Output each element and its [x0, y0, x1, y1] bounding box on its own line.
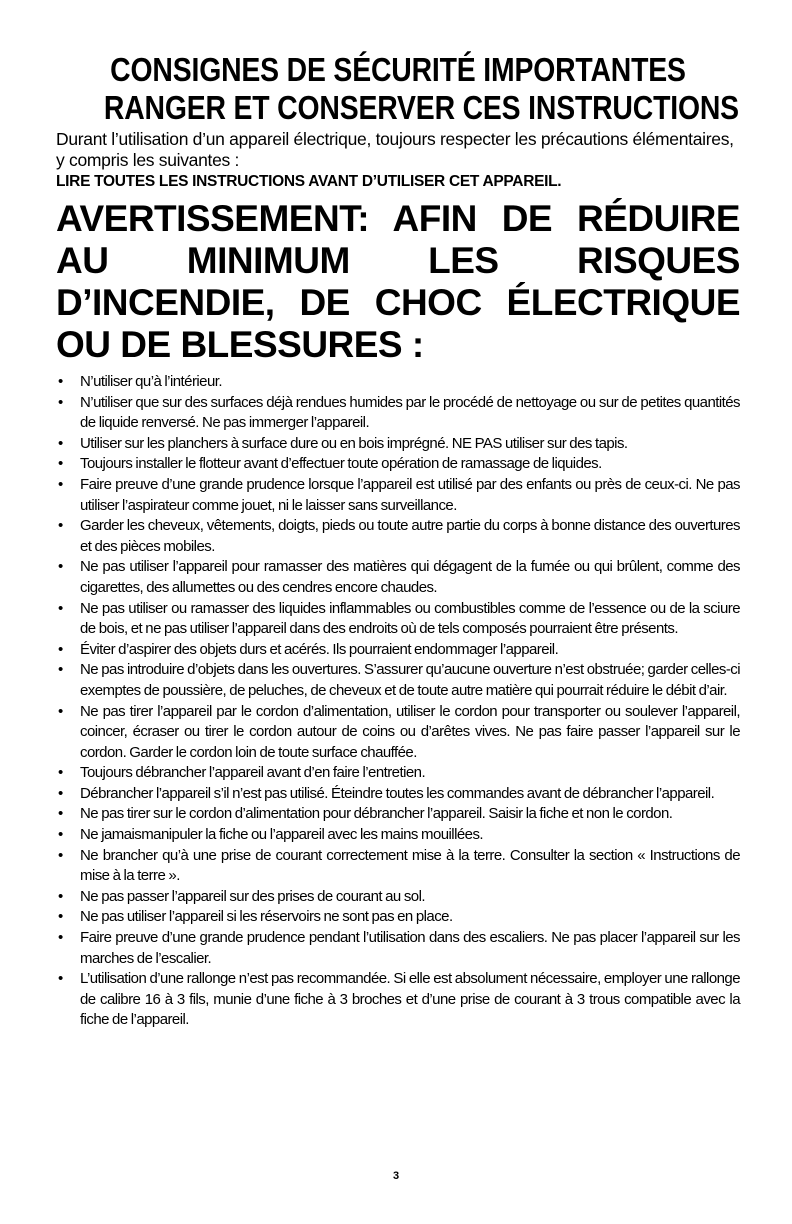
list-item [56, 825, 740, 846]
bullet-icon: • [58, 929, 63, 947]
bullet-icon: • [58, 558, 63, 576]
list-item [56, 887, 740, 908]
list-item-text: Ne pas utiliser l’appareil pour ramasser des matières qui dégagent de la fumée ou qui brûlent, comme des cigarettes, des allumettes ou des cendres encore chaudes. [80, 558, 740, 596]
list-item [56, 804, 740, 825]
bullet-icon: • [58, 393, 63, 411]
bullet-icon: • [58, 475, 63, 493]
bullet-icon: • [58, 784, 63, 802]
list-item [56, 928, 740, 969]
bullet-icon: • [58, 599, 63, 617]
list-item-text: Ne jamaismanipuler la fiche ou l’appareil avec les mains mouillées. [80, 826, 484, 844]
list-item-text: Éviter d’aspirer des objets durs et acérés. Ils pourraient endommager l’appareil. [80, 640, 559, 658]
list-item-text: Utiliser sur les planchers à surface dure ou en bois imprégné. NE PAS utiliser sur des tapis. [80, 434, 628, 452]
list-item-text: Faire preuve d’une grande prudence pendant l’utilisation dans des escaliers. Ne pas placer l’appareil sur les marches de l’escalier. [80, 929, 740, 967]
list-item [56, 454, 740, 475]
bullet-icon: • [58, 517, 63, 535]
page-subtitle: RANGER ET CONSERVER CES INSTRUCTIONS [103, 89, 739, 126]
list-item-text: N’utiliser que sur des surfaces déjà rendues humides par le procédé de nettoyage ou sur de petites quantités de liquide renversé. Ne pas immerger l’appareil. [80, 393, 740, 432]
list-item-text: Toujours installer le flotteur avant d’effectuer toute opération de ramassage de liquides. [80, 455, 602, 473]
bullet-icon: • [58, 373, 63, 390]
list-item [56, 784, 740, 805]
bullet-icon: • [58, 455, 63, 473]
list-item [56, 372, 740, 393]
list-item-text: Ne pas utiliser l’appareil si les réservoirs ne sont pas en place. [80, 908, 453, 926]
warning-heading: AVERTISSEMENT: AFIN DE RÉDUIRE AU MINIMUM LES RISQUES D’INCENDIE, DE CHOC ÉLECTRIQUE OU DE BLESSURES : [56, 198, 740, 365]
bullet-icon: • [58, 908, 63, 926]
list-item [56, 907, 740, 928]
list-item [56, 599, 740, 640]
list-item-text: Ne pas tirer l’appareil par le cordon d’alimentation, utiliser le cordon pour transporter ou soulever l’appareil, coincer, écraser ou tirer le cordon autour de coins ou d’arêtes vives. Ne pas faire passer l’appareil sur le cordon. Garder le cordon loin de toute surface chauffée. [80, 702, 740, 761]
intro-paragraph: Durant l’utilisation d’un appareil électrique, toujours respecter les précautions élémentaires, y compris les suivantes : [56, 129, 734, 170]
page-title: CONSIGNES DE SÉCURITÉ IMPORTANTES [110, 51, 686, 88]
bullet-icon: • [58, 702, 63, 720]
bullet-icon: • [58, 826, 63, 844]
safety-list [56, 372, 740, 1031]
list-item [56, 557, 740, 598]
list-item [56, 702, 740, 764]
bullet-icon: • [58, 640, 63, 658]
list-item-text: Ne pas passer l’appareil sur des prises de courant au sol. [80, 887, 425, 905]
bullet-icon: • [58, 661, 63, 679]
list-item [56, 434, 740, 455]
list-item-text: Toujours débrancher l’appareil avant d’en faire l’entretien. [80, 764, 426, 782]
list-item [56, 969, 740, 1031]
list-item-text: Ne pas utiliser ou ramasser des liquides inflammables ou combustibles comme de l’essence ou de la sciure de bois, et ne pas utiliser l’appareil dans des endroits où de tels composés pourraient être présents. [80, 599, 740, 638]
list-item [56, 640, 740, 661]
list-item-text: L’utilisation d’une rallonge n’est pas recommandée. Si elle est absolument nécessaire, employer une rallonge de calibre 16 à 3 fils, munie d’une fiche à 3 broches et d’une prise de courant à 3 trous compatible avec la fiche de l’appareil. [80, 970, 740, 1029]
list-item-text: Débrancher l’appareil s’il n’est pas utilisé. Éteindre toutes les commandes avant de débrancher l’appareil. [80, 784, 715, 802]
list-item-text: Ne brancher qu’à une prise de courant correctement mise à la terre. Consulter la section « Instructions de mise à la terre ». [80, 846, 740, 885]
list-item [56, 660, 740, 701]
list-item-text: Ne pas tirer sur le cordon d’alimentation pour débrancher l’appareil. Saisir la fiche et non le cordon. [80, 805, 673, 823]
list-item-text: N’utiliser qu’à l’intérieur. [80, 373, 223, 390]
list-item [56, 516, 740, 557]
bullet-icon: • [58, 970, 63, 988]
document-page [56, 52, 740, 1031]
list-item-text: Ne pas introduire d’objets dans les ouvertures. S’assurer qu’aucune ouverture n’est obstruée; garder celles-ci exemptes de poussière, de peluches, de cheveux et de toute autre matière qui pourrait réduire le débit d’air. [80, 661, 740, 699]
list-item [56, 763, 740, 784]
list-item [56, 846, 740, 887]
list-item-text: Garder les cheveux, vêtements, doigts, pieds ou toute autre partie du corps à bonne distance des ouvertures et des pièces mobiles. [80, 517, 740, 555]
bullet-icon: • [58, 434, 63, 452]
bullet-icon: • [58, 805, 63, 823]
list-item [56, 475, 740, 516]
list-item-text: Faire preuve d’une grande prudence lorsque l’appareil est utilisé par des enfants ou près de ceux-ci. Ne pas utiliser l’aspirateur comme jouet, ni le laisser sans surveillance. [80, 475, 740, 514]
bullet-icon: • [58, 764, 63, 782]
bullet-icon: • [58, 887, 63, 905]
list-item [56, 393, 740, 434]
page-number: 3 [392, 1170, 400, 1182]
read-all-instructions: LIRE TOUTES LES INSTRUCTIONS AVANT D’UTILISER CET APPAREIL. [56, 173, 562, 190]
bullet-icon: • [58, 846, 63, 864]
